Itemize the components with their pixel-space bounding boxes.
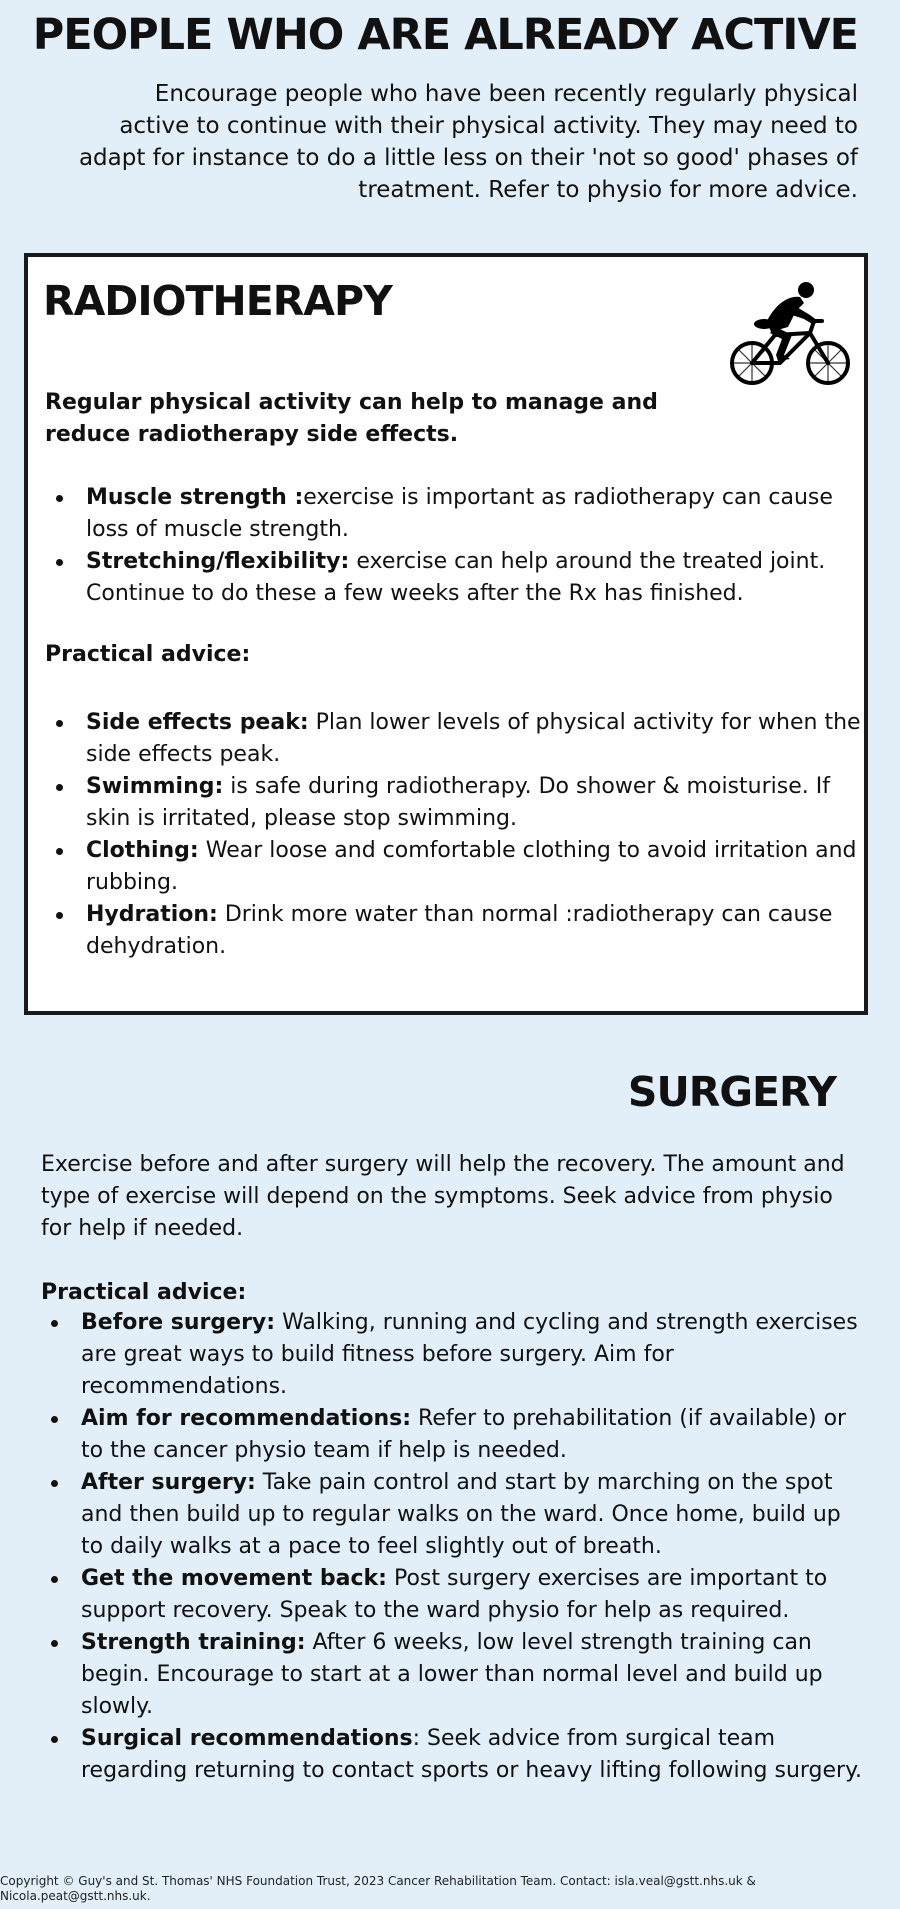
bullet (56, 559, 63, 566)
item-term: Surgical recommendations (81, 1726, 413, 1751)
bullet (56, 495, 63, 502)
bullet (51, 1736, 58, 1743)
bullet (56, 784, 63, 791)
active-intro: Encourage people who have been recently regularly physical active to continue with their physical activity. They may need to adapt for instance to do a little less on their 'not so good' phases of treatment. Refer to physio for more advice. (78, 81, 858, 203)
item-text: Wear loose and comfortable clothing to avoid irritation and rubbing. (86, 838, 857, 895)
item-text: Plan lower levels of physical activity for when the side effects peak. (86, 710, 861, 767)
surgery-intro: Exercise before and after surgery will help the recovery. The amount and type of exercise will depend on the symptoms. Seek advice from physio for help if needed. (41, 1152, 845, 1241)
item-term: Get the movement back: (81, 1566, 387, 1591)
item-term: Before surgery: (81, 1310, 276, 1335)
list-item (40, 1723, 865, 1787)
active-title: PEOPLE WHO ARE ALREADY ACTIVE (32, 10, 858, 60)
list-item (45, 835, 865, 899)
list-item (45, 707, 865, 771)
list-item (40, 1563, 865, 1627)
radiotherapy-title: RADIOTHERAPY (43, 277, 392, 325)
bullet (56, 912, 63, 919)
item-term: Hydration: (86, 902, 218, 927)
radiotherapy-panel (24, 253, 868, 1015)
bullet (51, 1320, 58, 1327)
list-item (45, 482, 865, 546)
item-term: Side effects peak: (86, 710, 309, 735)
item-text: Take pain control and start by marching on the spot and then build up to regular walks on the ward. Once home, build up to daily walks at a pace to feel slightly out of breath. (81, 1470, 841, 1559)
bullet (51, 1640, 58, 1647)
bullet (51, 1480, 58, 1487)
copyright-footer: Copyright © Guy's and St. Thomas' NHS Foundation Trust, 2023 Cancer Rehabilitation Team. Contact: isla.veal@gstt.nhs.uk & Nicola.peat@gstt.nhs.uk. (0, 1874, 756, 1903)
list-item (45, 899, 865, 963)
item-term: Aim for recommendations: (81, 1406, 412, 1431)
list-item (40, 1627, 865, 1723)
item-term: After surgery: (81, 1470, 256, 1495)
radiotherapy-advice-list (45, 707, 865, 963)
bullet (51, 1416, 58, 1423)
bullet (51, 1576, 58, 1583)
item-term: Clothing: (86, 838, 199, 863)
surgery-advice-list (40, 1307, 865, 1787)
item-text: After 6 weeks, low level strength training can begin. Encourage to start at a lower than normal level and build up slowly. (81, 1630, 823, 1719)
item-term: Swimming: (86, 774, 224, 799)
list-item (45, 546, 865, 610)
radiotherapy-benefits-list (45, 482, 865, 610)
list-item (40, 1467, 865, 1563)
list-item (40, 1403, 865, 1467)
item-term: Stretching/flexibility: (86, 549, 350, 574)
item-text: : Seek advice from surgical team regarding returning to contact sports or heavy lifting following surgery. (81, 1726, 862, 1783)
surgery-title: SURGERY (627, 1068, 836, 1116)
radiotherapy-lead: Regular physical activity can help to manage and reduce radiotherapy side effects. (45, 390, 658, 447)
list-item (45, 771, 865, 835)
item-text: Drink more water than normal :radiotherapy can cause dehydration. (86, 902, 833, 959)
surgery-advice-heading: Practical advice: (41, 1280, 247, 1305)
list-item (40, 1307, 865, 1403)
radiotherapy-advice-heading: Practical advice: (45, 642, 251, 667)
item-text: Post surgery exercises are important to support recovery. Speak to the ward physio for help as required. (81, 1566, 828, 1623)
item-text: exercise is important as radiotherapy can cause loss of muscle strength. (86, 485, 833, 542)
bullet (56, 848, 63, 855)
item-term: Muscle strength : (86, 485, 304, 510)
item-text: Walking, running and cycling and strength exercises are great ways to build fitness before surgery. Aim for recommendations. (81, 1310, 858, 1399)
item-text: is safe during radiotherapy. Do shower & moisturise. If skin is irritated, please stop swimming. (86, 774, 830, 831)
item-text: Refer to prehabilitation (if available) or to the cancer physio team if help is needed. (81, 1406, 847, 1463)
cyclist-icon (730, 281, 850, 387)
item-text: exercise can help around the treated joint. Continue to do these a few weeks after the Rx has finished. (86, 549, 826, 606)
item-term: Strength training: (81, 1630, 306, 1655)
bullet (56, 720, 63, 727)
